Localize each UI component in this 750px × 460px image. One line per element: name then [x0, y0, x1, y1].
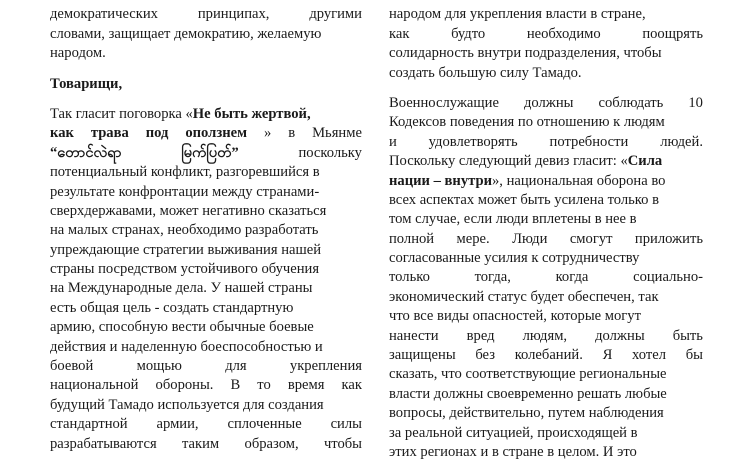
word: принципах,: [197, 6, 270, 23]
word: приложить: [634, 230, 703, 247]
word: армии,: [156, 416, 199, 433]
word: как: [50, 125, 74, 142]
text-line: результате конфронтации между странами-: [50, 183, 320, 200]
word: мощью: [136, 358, 182, 375]
text-line: согласованные усилия к сотрудничеству: [389, 250, 640, 267]
text-line: [389, 268, 703, 287]
word: нанести: [389, 327, 439, 344]
text-line: страны посредством устойчивого обучения: [50, 261, 320, 278]
text-line: [389, 327, 703, 346]
word: 10: [688, 94, 703, 111]
word: должны: [595, 327, 645, 344]
word: должны: [523, 94, 574, 111]
word: трава: [90, 125, 129, 142]
word: Мьянме: [312, 125, 362, 142]
word: и: [389, 133, 397, 150]
word: колебаний.: [514, 347, 583, 364]
text-line: [50, 435, 362, 454]
word: »: [263, 125, 272, 142]
word: демократических: [50, 6, 158, 23]
word: смогут: [569, 230, 613, 247]
text-line: создать большую силу Тамадо.: [389, 64, 582, 81]
word: социально-: [633, 269, 703, 286]
word: то: [257, 377, 271, 394]
text-line: экономический статус будет обеспечен, так: [389, 288, 659, 305]
word: под: [145, 125, 169, 142]
word: оползнем: [185, 125, 248, 142]
text-line: [389, 152, 703, 171]
word: поощрять: [642, 25, 703, 42]
text-line: что все виды опасностей, которые могут: [389, 308, 641, 325]
text-line: [50, 144, 362, 163]
word: Военнослужащие: [389, 94, 499, 111]
word: таким: [182, 435, 220, 452]
word: будто: [451, 25, 486, 42]
word: для: [225, 358, 247, 375]
word: только: [389, 269, 430, 286]
text-line: [50, 124, 362, 143]
word: стандартной: [50, 416, 128, 433]
text-line: на малых странах, необходимо разработать: [50, 222, 319, 239]
word: другими: [309, 6, 362, 23]
text-line: [389, 346, 703, 365]
text-line: армию, способную вести обычные боевые: [50, 319, 314, 336]
text-line: словами, защищает демократию, желаемую: [50, 25, 322, 42]
word: боевой: [50, 358, 94, 375]
text-line: потенциальный конфликт, разгоревшийся в: [50, 164, 320, 181]
text-line: [389, 133, 703, 152]
text-span: Поскольку следующий девиз гласит: «: [389, 153, 628, 170]
word: хотел: [632, 347, 667, 364]
word: образом,: [244, 435, 299, 452]
left-column: [50, 0, 362, 454]
word: удовлетворять: [428, 133, 518, 150]
text-line: Кодексов поведения по отношению к людям: [389, 114, 665, 131]
word: обороны.: [155, 377, 214, 394]
word: сплоченные: [227, 416, 302, 433]
word: Люди: [512, 230, 548, 247]
bold-phrase: нации – внутри: [389, 172, 492, 189]
text-line: том случае, если люди вплетены в нее в: [389, 211, 637, 228]
word: как: [389, 25, 410, 42]
text-line: власти должны своевременно решать любые: [389, 385, 667, 402]
word: людям,: [522, 327, 568, 344]
word: людей.: [660, 133, 703, 150]
word: время: [287, 377, 325, 394]
word: чтобы: [323, 435, 362, 452]
text-line: за реальной ситуацией, происходящей в: [389, 424, 638, 441]
word: без: [475, 347, 495, 364]
text-span: Так гласит поговорка «: [50, 105, 193, 122]
text-line: [389, 230, 703, 249]
text-line: народом.: [50, 45, 106, 62]
text-line: народом для укрепления власти в стране,: [389, 6, 646, 23]
word: когда: [555, 269, 589, 286]
word: тогда,: [474, 269, 511, 286]
text-line: всех аспектах может быть усилена только в: [389, 191, 659, 208]
text-line: упреждающие стратегии выживания нашей: [50, 241, 322, 258]
text-line: [389, 172, 703, 191]
text-line: вопросы, действительно, путем наблюдения: [389, 405, 664, 422]
word: национальной: [50, 377, 139, 394]
word: быть: [672, 327, 703, 344]
text-line: [50, 5, 362, 24]
text-line: [50, 376, 362, 395]
text-line: [50, 415, 362, 434]
word: вред: [466, 327, 495, 344]
word: соблюдать: [598, 94, 664, 111]
right-column: [389, 0, 703, 460]
word: полной: [389, 230, 435, 247]
text-line: [389, 25, 703, 44]
word: разрабатываются: [50, 435, 157, 452]
word: необходимо: [526, 25, 601, 42]
bold-phrase: Не быть жертвой,: [192, 105, 311, 122]
word: защищены: [389, 347, 456, 364]
text-line: на Международные дела. У нашей страны: [50, 280, 313, 297]
section-heading: Товарищи,: [50, 75, 123, 92]
text-line: этих регионах и в стране в целом. И это: [389, 443, 637, 460]
text-line: сказать, что соответствующие региональные: [389, 366, 667, 383]
text-line: действия и наделенную боеспособностью и: [50, 338, 323, 355]
word: бы: [685, 347, 703, 364]
bold-phrase: Сила: [627, 153, 663, 170]
text-line: [50, 105, 362, 124]
word: как: [341, 377, 362, 394]
word: в: [288, 125, 296, 142]
word: потребности: [549, 133, 629, 150]
word: Я: [602, 347, 613, 364]
text-line: солидарность внутри подразделения, чтобы: [389, 45, 662, 62]
text-line: есть общая цель - создать стандартную: [50, 299, 294, 316]
text-span: », национальная оборона во: [491, 172, 666, 189]
text-line: сверхдержавами, может негативно сказаться: [50, 202, 327, 219]
text-line: будущий Тамадо используется для создания: [50, 396, 324, 413]
word: укрепления: [289, 358, 362, 375]
word: силы: [330, 416, 362, 433]
word: В: [230, 377, 241, 394]
text-line: [389, 94, 703, 113]
word: поскольку: [298, 144, 362, 161]
text-line: [50, 357, 362, 376]
word: мере.: [456, 230, 490, 247]
myanmar-proverb-part: “တောင်လဲရာ: [50, 144, 122, 161]
myanmar-proverb-part: မြက်ပြတ်”: [181, 144, 239, 161]
